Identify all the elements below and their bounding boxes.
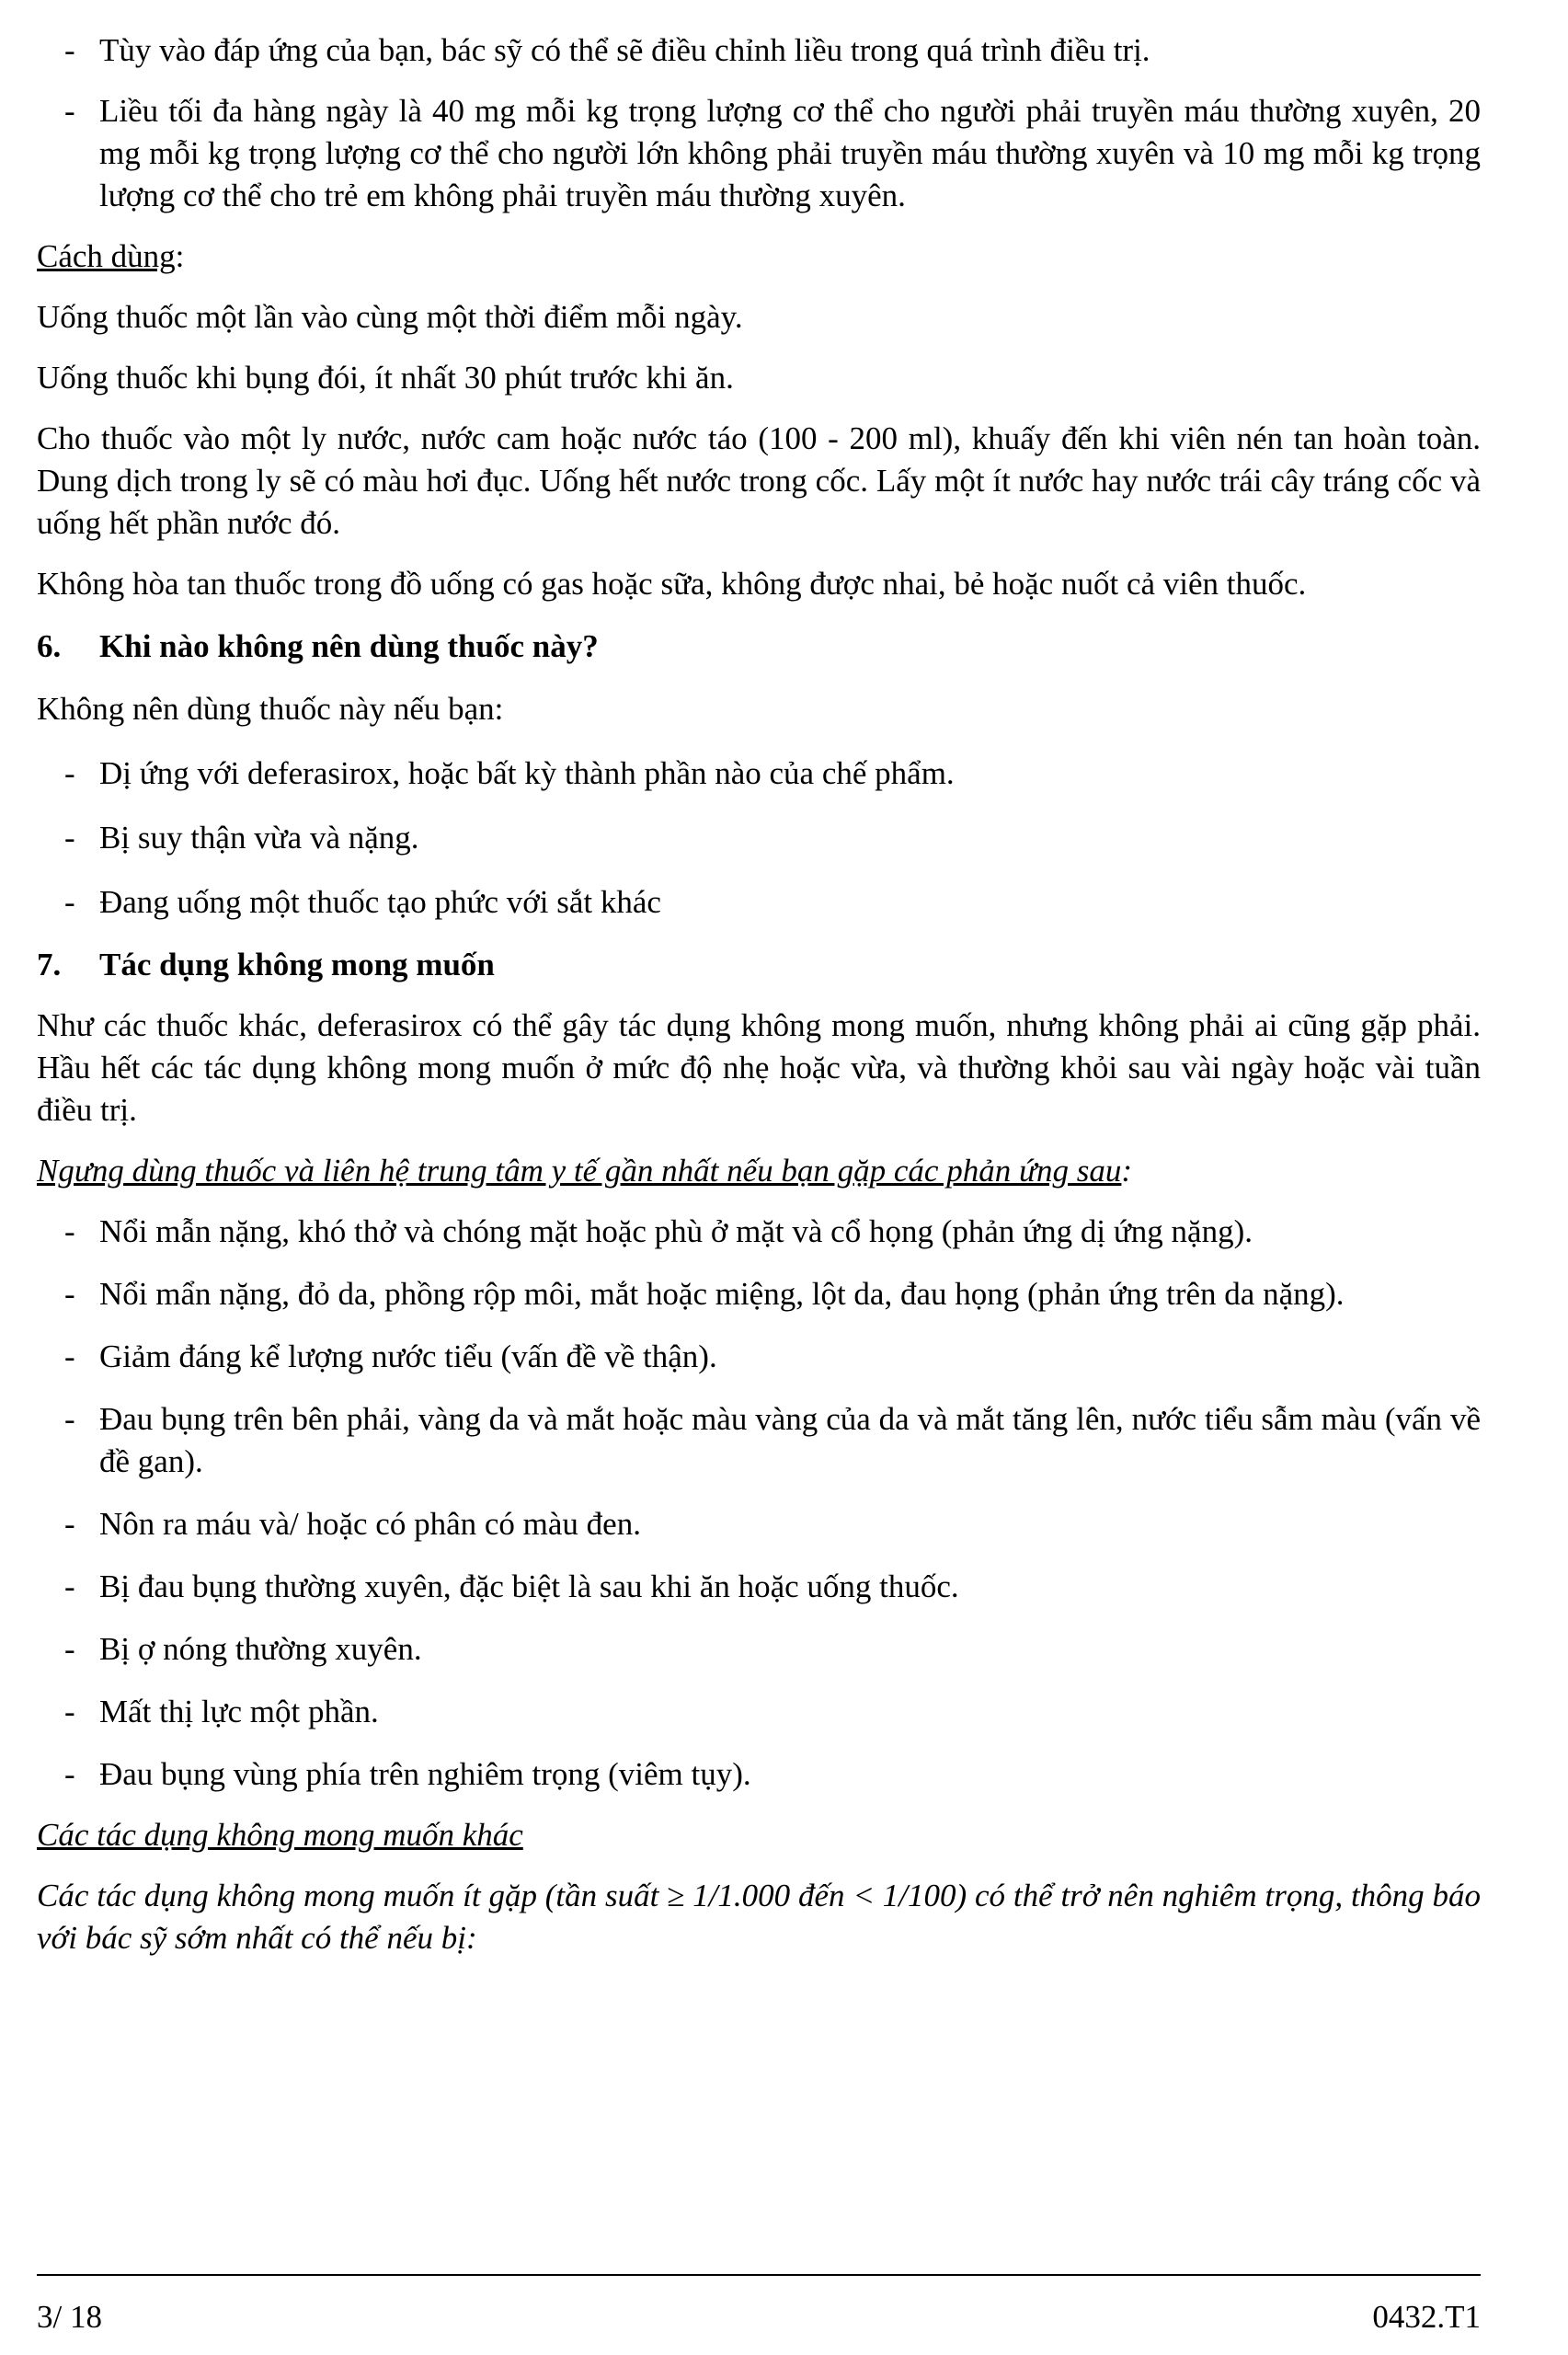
other-effects-heading bbox=[37, 1814, 1481, 1856]
document-code: 0432.T1 bbox=[1372, 2299, 1481, 2335]
usage-paragraph: Cho thuốc vào một ly nước, nước cam hoặc nước táo (100 - 200 ml), khuấy đến khi viên nén tan hoàn toàn. Dung dịch trong ly sẽ có màu hơi đục. Uống hết nước trong cốc. Lấy một ít nước hay nước trái cây tráng cốc và uống hết phần nước đó. bbox=[37, 420, 1481, 541]
section-7-heading bbox=[37, 944, 1481, 986]
section-6-title: Khi nào không nên dùng thuốc này? bbox=[99, 628, 599, 664]
stop-bullet: - Bị ợ nóng thường xuyên. bbox=[37, 1628, 1481, 1671]
stop-heading-text: Ngưng dùng thuốc và liên hệ trung tâm y tế gần nhất nếu bạn gặp các phản ứng sau bbox=[37, 1153, 1122, 1189]
usage-heading-text: Cách dùng bbox=[37, 238, 176, 274]
section-6-bullet: - Đang uống một thuốc tạo phức với sắt khác bbox=[37, 881, 1481, 924]
footer-divider bbox=[37, 2274, 1481, 2276]
section-6-bullet: - Dị ứng với deferasirox, hoặc bất kỳ thành phần nào của chế phẩm. bbox=[37, 752, 1481, 795]
stop-bullet: - Mất thị lực một phần. bbox=[37, 1691, 1481, 1733]
page-number: 3/ 18 bbox=[37, 2299, 102, 2335]
stop-bullet: - Bị đau bụng thường xuyên, đặc biệt là sau khi ăn hoặc uống thuốc. bbox=[37, 1566, 1481, 1608]
usage-heading bbox=[37, 236, 1481, 278]
section-6-number: 6. bbox=[37, 628, 62, 664]
stop-heading bbox=[37, 1150, 1481, 1192]
usage-heading-colon: : bbox=[175, 238, 185, 274]
stop-heading-colon: : bbox=[1121, 1153, 1133, 1189]
stop-bullet: - Đau bụng vùng phía trên nghiêm trọng (viêm tụy). bbox=[37, 1753, 1481, 1796]
section-7-intro: Như các thuốc khác, deferasirox có thể gây tác dụng không mong muốn, nhưng không phải ai cũng gặp phải. Hầu hết các tác dụng không mong muốn ở mức độ nhẹ hoặc vừa, và thường khỏi sau vài ngày hoặc vài tuần điều trị. bbox=[37, 1007, 1481, 1128]
usage-paragraph: Uống thuốc một lần vào cùng một thời điểm mỗi ngày. bbox=[37, 299, 743, 335]
section-7-title: Tác dụng không mong muốn bbox=[99, 947, 495, 982]
section-6-intro: Không nên dùng thuốc này nếu bạn: bbox=[37, 691, 504, 727]
stop-bullet: - Nổi mẫn nặng, khó thở và chóng mặt hoặc phù ở mặt và cổ họng (phản ứng dị ứng nặng). bbox=[37, 1211, 1481, 1253]
stop-bullet: - Nổi mẩn nặng, đỏ da, phồng rộp môi, mắt hoặc miệng, lột da, đau họng (phản ứng trên da nặng). bbox=[37, 1273, 1481, 1315]
section-6-bullet: - Bị suy thận vừa và nặng. bbox=[37, 817, 1481, 859]
other-effects-intro: Các tác dụng không mong muốn ít gặp (tần suất ≥ 1/1.000 đến < 1/100) có thể trở nên nghiêm trọng, thông báo với bác sỹ sớm nhất có thể nếu bị: bbox=[37, 1878, 1481, 1956]
usage-paragraph: Uống thuốc khi bụng đói, ít nhất 30 phút trước khi ăn. bbox=[37, 360, 734, 396]
stop-bullet: - Nôn ra máu và/ hoặc có phân có màu đen. bbox=[37, 1503, 1481, 1545]
document-page bbox=[37, 29, 1481, 1959]
stop-bullet: - Đau bụng trên bên phải, vàng da và mắt hoặc màu vàng của da và mắt tăng lên, nước tiểu sẫm màu (vấn về đề gan). bbox=[37, 1398, 1481, 1483]
stop-bullet: - Giảm đáng kể lượng nước tiểu (vấn đề về thận). bbox=[37, 1336, 1481, 1378]
section-7-number: 7. bbox=[37, 947, 62, 982]
dosage-bullet: - Liều tối đa hàng ngày là 40 mg mỗi kg trọng lượng cơ thể cho người phải truyền máu thường xuyên, 20 mg mỗi kg trọng lượng cơ thể cho người lớn không phải truyền máu thường xuyên và 10 mg mỗi kg trọng lượng cơ thể cho trẻ em không phải truyền máu thường xuyên. bbox=[37, 90, 1481, 217]
usage-paragraph: Không hòa tan thuốc trong đồ uống có gas hoặc sữa, không được nhai, bẻ hoặc nuốt cả viên thuốc. bbox=[37, 566, 1307, 602]
other-effects-heading-text: Các tác dụng không mong muốn khác bbox=[37, 1817, 523, 1853]
dosage-bullet: - Tùy vào đáp ứng của bạn, bác sỹ có thể sẽ điều chỉnh liều trong quá trình điều trị. bbox=[37, 29, 1481, 72]
section-6-heading bbox=[37, 626, 1481, 668]
